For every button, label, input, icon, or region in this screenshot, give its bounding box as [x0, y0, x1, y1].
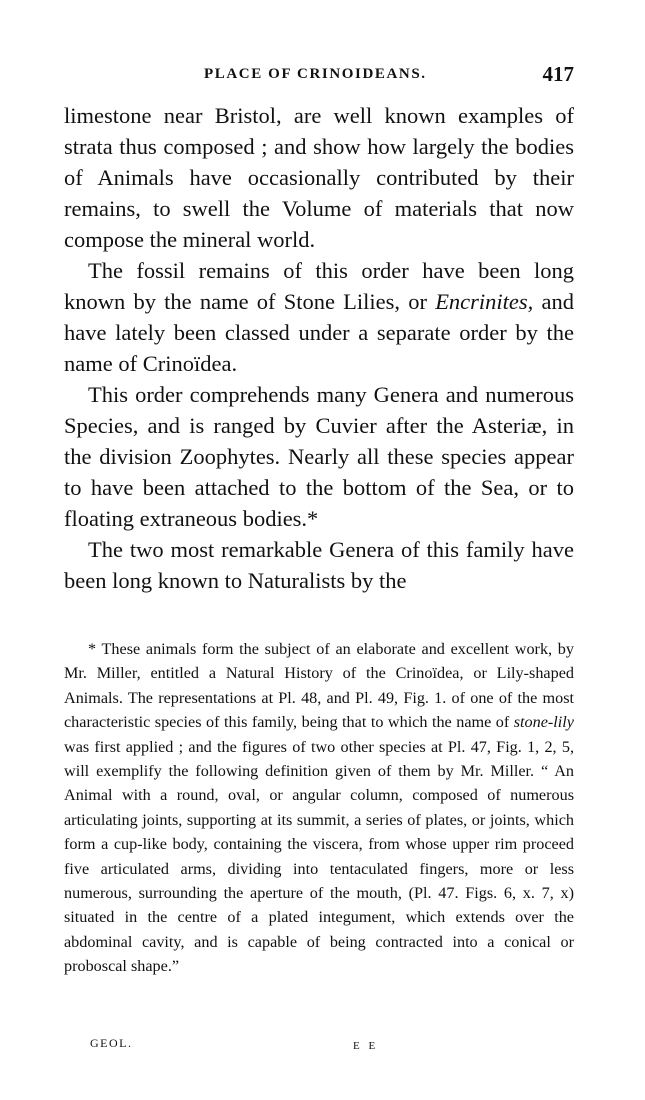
paragraph-2-start: The fossil remains of this order have been long known by the name of Stone Lilies, or: [64, 258, 574, 314]
encrinites-term: Encrinites,: [435, 289, 534, 314]
footnote: [64, 637, 574, 979]
paragraph-2: [64, 255, 574, 379]
paragraph-1: limestone near Bristol, are well known examples of strata thus composed ; and show how largely the bodies of Animals have occasionally contributed by their remains, to swell the Volume of materials that now compose the mineral world.: [64, 103, 574, 252]
page-number: 417: [542, 62, 574, 86]
running-head: [64, 62, 574, 90]
main-text: [64, 100, 574, 596]
sheet-mark: E E: [353, 1040, 379, 1052]
signature-mark: GEOL.: [90, 1036, 133, 1050]
footnote-part-1: * These animals form the subject of an elaborate and excellent work, by Mr. Miller, entitled a Natural History of the Crinoïdea, or Lily-shaped Animals. The representations at Pl. 48, and Pl. 49, Fig. 1. of one of the most characteristic species of this family, being that to which the name of: [64, 640, 574, 732]
footnote-part-2: was first applied ; and the figures of two other species at Pl. 47, Fig. 1, 2, 5, will exemplify the following definition given of them by Mr. Miller. “ An Animal with a round, oval, or angular column, composed of numerous articulating joints, supporting at its summit, a series of plates, or joints, which form a cup-like body, containing the viscera, from whose upper rim proceed five articulated arms, dividing into tentaculated fingers, more or less numerous, surrounding the aperture of the mouth, (Pl. 47. Figs. 6, x. 7, x) situated in the centre of a plated integument, which extends over the abdominal cavity, and is capable of being contracted into a conical or proboscal shape.”: [64, 737, 574, 976]
paragraph-2-end: and have lately been classed under a separate order by the name of Crinoïdea.: [64, 289, 574, 376]
stone-lily-term: stone-lily: [513, 713, 574, 732]
footnote-text: [64, 637, 574, 979]
running-title: PLACE OF CRINOIDEANS.: [204, 66, 427, 82]
paragraph-3: This order comprehends many Genera and numerous Species, and is ranged by Cuvier after the Asteriæ, in the division Zoophytes. Nearly all these species appear to have been attached to the bottom of the Sea, or to floating extraneous bodies.*: [64, 382, 574, 531]
paragraph-4: The two most remarkable Genera of this family have been long known to Naturalists by the: [64, 537, 574, 593]
